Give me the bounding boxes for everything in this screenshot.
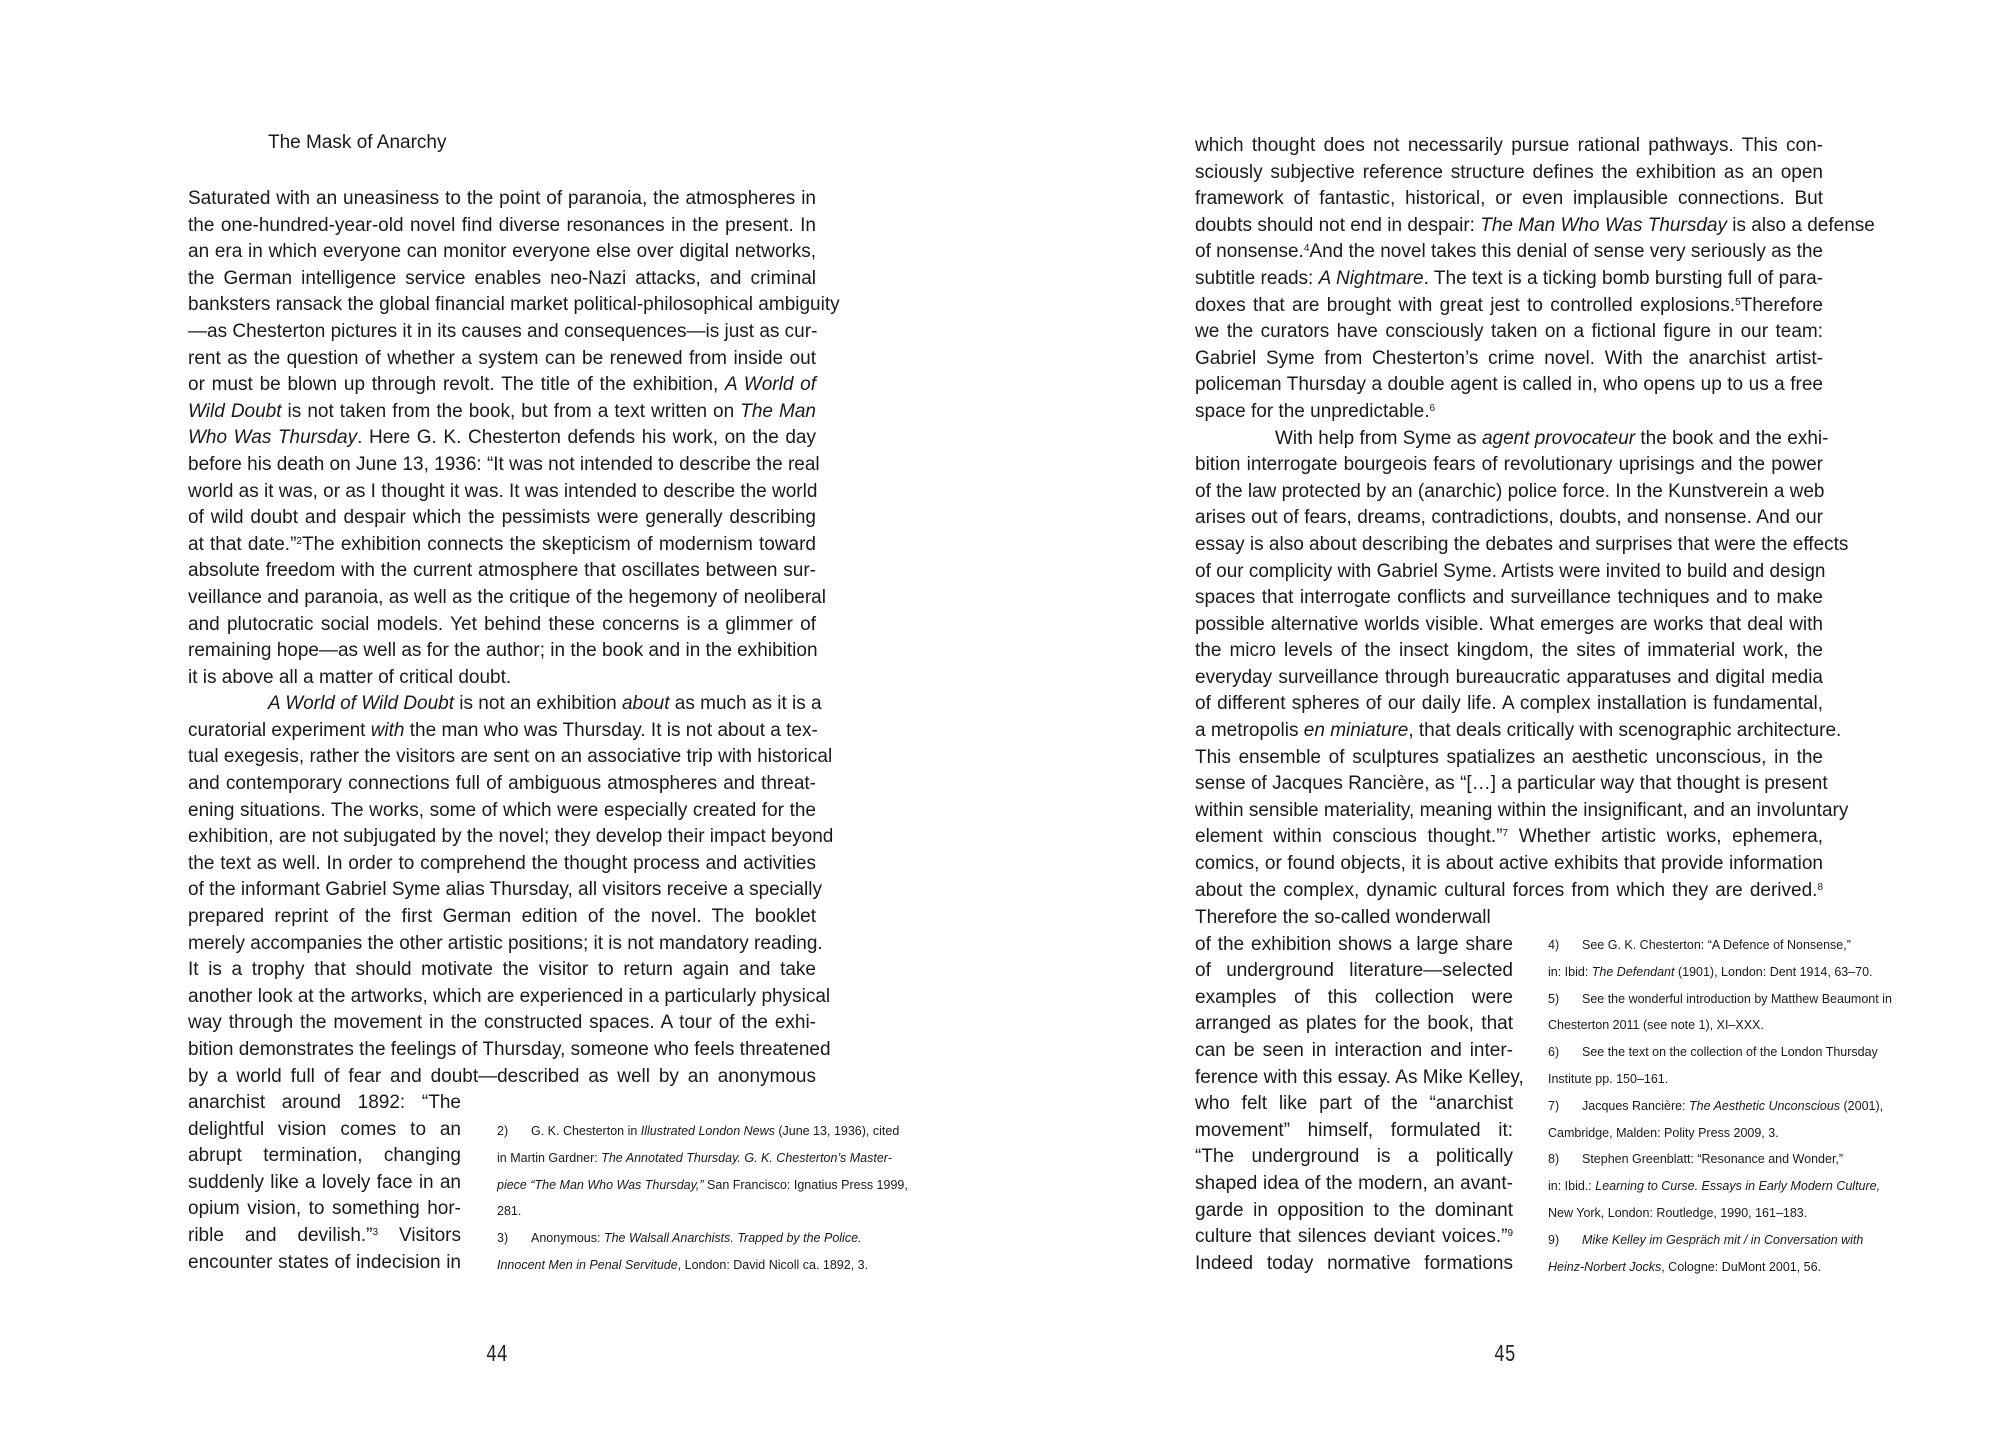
text-run: who felt like part of the “anarchist (1195, 1093, 1513, 1115)
text-line (188, 931, 823, 958)
text-run: Gabriel Syme from Chesterton’s crime novel. With the anarchist artist- (1195, 347, 1823, 369)
text-run: within sensible materiality, meaning within the insignificant, and an involuntary (1195, 799, 1849, 821)
text-run: we the curators have consciously taken on a fictional figure in our team: (1195, 321, 1823, 343)
footnote-line (1548, 1227, 1908, 1254)
text-run: by a world full of fear and doubt—described as well by an anonymous (188, 1065, 816, 1087)
text-run: a metropolis (1195, 720, 1304, 742)
text-run: . Here G. K. Chesterton defends his work, on the day (357, 427, 816, 449)
footnote-line (497, 1118, 917, 1145)
text-run: can be seen in interaction and inter- (1195, 1039, 1513, 1061)
text-line (1195, 1251, 1513, 1278)
text-run: doubts should not end in despair: (1195, 214, 1481, 236)
italic-run: The Defendant (1591, 964, 1675, 979)
text-run: of the law protected by an (anarchic) police force. In the Kunstverein a web (1195, 480, 1825, 502)
italic-run: A Nightmare (1318, 267, 1424, 289)
text-line (1195, 213, 1875, 240)
text-run: essay is also about describing the debates and surprises that were the effects (1195, 533, 1849, 555)
text-line (1195, 1011, 1513, 1038)
text-run: ference with this essay. As Mike Kelley, (1195, 1066, 1524, 1088)
text-line (188, 638, 816, 665)
italic-run: Heinz-Norbert Jocks (1548, 1259, 1662, 1274)
text-line (188, 718, 816, 745)
text-run: arises out of fears, dreams, contradictions, doubts, and nonsense. And our (1195, 507, 1823, 529)
text-run: doxes that are brought with great jest to controlled explosions. (1195, 294, 1736, 316)
italic-run: Learning to Curse. Essays in Early Modern Culture, (1595, 1179, 1881, 1194)
text-line (188, 425, 816, 452)
footnote-line (1548, 1066, 1908, 1093)
text-line (188, 532, 816, 559)
text-run: element within conscious thought.” (1195, 826, 1503, 848)
text-run: sciously subjective reference structure defines the exhibition as an open (1195, 161, 1823, 183)
text-line (1195, 905, 1513, 932)
text-line (188, 585, 826, 612)
text-line (1195, 745, 1823, 772)
text-run: suddenly like a lovely face in an (188, 1171, 461, 1193)
text-line (188, 319, 816, 346)
footnote-number: 6) (1548, 1045, 1560, 1060)
text-line (188, 1143, 461, 1170)
text-line (188, 213, 816, 240)
text-run: G. K. Chesterton in (531, 1124, 641, 1138)
text-line (188, 851, 816, 878)
text-run: sense of Jacques Rancière, as “[…] a particular way that thought is present (1195, 773, 1828, 795)
text-line (1195, 479, 1823, 506)
text-run: the text as well. In order to comprehend the thought process and activities (188, 852, 816, 874)
text-run: is also a defense (1726, 214, 1875, 236)
italic-run: The Walsall Anarchists. Trapped by the Police. (603, 1231, 862, 1246)
text-run: , Cologne: DuMont 2001, 56. (1661, 1259, 1822, 1274)
text-run: rible and devilish.” (188, 1224, 373, 1246)
italic-run: about (621, 693, 670, 715)
footnote-line (1548, 1093, 1908, 1120)
footnote-line (1548, 959, 1908, 986)
text-run: culture that silences deviant voices.” (1195, 1226, 1508, 1248)
text-run: and contemporary connections full of ambiguous atmospheres and threat- (188, 773, 816, 795)
footnote-number: 8) (1548, 1152, 1560, 1167)
text-line (1195, 638, 1823, 665)
text-run: New York, London: Routledge, 1990, 161–183. (1548, 1205, 1808, 1220)
italic-run: The Aesthetic Unconscious (1689, 1098, 1841, 1113)
text-run: of different spheres of our daily life. A complex installation is fundamental, (1195, 693, 1823, 715)
text-run: or must be blown up through revolt. The title of the exhibition, (188, 374, 726, 396)
text-line (1195, 851, 1823, 878)
text-run: the German intelligence service enables neo-Nazi attacks, and criminal (188, 267, 816, 289)
text-line (1195, 505, 1823, 532)
text-line (1195, 985, 1513, 1012)
text-line (188, 744, 833, 771)
footnote-ref: 9 (1507, 1228, 1513, 1240)
text-run: Cambridge, Malden: Polity Press 2009, 3. (1548, 1125, 1779, 1140)
text-line (1195, 559, 1826, 586)
text-line (1195, 1118, 1513, 1145)
text-line (188, 372, 816, 399)
italic-run: A World of Wild Doubt (268, 693, 455, 715)
footnote-number: 7) (1548, 1098, 1560, 1113)
text-run: Indeed today normative formations (1195, 1252, 1513, 1274)
footnotes (497, 1118, 917, 1279)
text-run: , that deals critically with scenographic architecture. (1408, 720, 1842, 742)
text-run: 281. (497, 1204, 522, 1219)
text-run: San Francisco: Ignatius Press 1999, (703, 1177, 908, 1192)
text-run: before his death on June 13, 1936: “It was not intended to describe the real (188, 453, 820, 475)
text-line (1195, 1171, 1513, 1198)
text-line (1195, 399, 1823, 426)
italic-run: The Man (740, 400, 816, 422)
text-run: See G. K. Chesterton: “A Defence of Nonsense,” (1582, 938, 1851, 952)
text-line (188, 1117, 461, 1144)
footnote-line (497, 1225, 917, 1252)
text-line (1195, 1144, 1513, 1171)
text-line (188, 877, 822, 904)
text-run: is not taken from the book, but from a text written on (281, 400, 741, 422)
text-run: The exhibition connects the skepticism of modernism toward (301, 533, 817, 555)
italic-run: Wild Doubt (188, 400, 282, 422)
footnote-number: 4) (1548, 938, 1560, 952)
text-line (188, 957, 816, 984)
footnote-ref: 2 (296, 535, 302, 547)
right-page (1000, 0, 2000, 1437)
italic-run: piece “The Man Who Was Thursday,” (497, 1177, 704, 1192)
footnote-line (1548, 932, 1908, 959)
footnote-line (497, 1252, 917, 1279)
text-line (1195, 878, 1823, 905)
text-line (188, 266, 816, 293)
text-run: the book and the exhi- (1635, 427, 1829, 449)
footnote-ref: 6 (1429, 402, 1436, 414)
footnote-ref: 4 (1303, 243, 1310, 255)
text-run: subtitle reads: (1195, 267, 1319, 289)
footnote-line (1548, 1173, 1908, 1200)
text-run: encounter states of indecision in (188, 1251, 461, 1273)
text-line (188, 399, 816, 426)
footnote-number: 3) (497, 1231, 509, 1246)
text-run: of nonsense. (1195, 241, 1304, 263)
text-run: exhibition, are not subjugated by the novel; they develop their impact beyond (188, 826, 834, 848)
text-run: Therefore (1740, 294, 1823, 316)
text-line (1195, 1224, 1513, 1251)
text-run: of the informant Gabriel Syme alias Thursday, all visitors receive a specially (188, 879, 822, 901)
footnote-line (1548, 1254, 1908, 1281)
text-line (188, 479, 816, 506)
text-run: way through the movement in the constructed spaces. A tour of the exhi- (188, 1012, 816, 1034)
text-run: of the exhibition shows a large share (1195, 933, 1513, 955)
text-run: in: Ibid: (1548, 964, 1592, 979)
page-number: 44 (486, 1342, 508, 1369)
text-run: (2001), (1840, 1098, 1884, 1113)
footnote-line (497, 1172, 917, 1199)
footnote-ref: 3 (372, 1226, 379, 1238)
text-run: another look at the artworks, which are experienced in a particularly physical (188, 985, 831, 1007)
text-line (188, 1196, 461, 1223)
text-run: Therefore the so-called wonderwall (1195, 907, 1491, 928)
text-line (1195, 691, 1823, 718)
text-run: in Martin Gardner: (497, 1150, 602, 1165)
footnote-number: 5) (1548, 991, 1560, 1006)
text-run: arranged as plates for the book, that (1195, 1013, 1513, 1035)
italic-run: The Man Who Was Thursday (1480, 214, 1727, 236)
text-run: prepared reprint of the first German edition of the novel. The booklet (188, 906, 816, 928)
text-line (1195, 1198, 1513, 1225)
italic-run: A World of (725, 374, 816, 396)
footnote-line (1548, 1146, 1908, 1173)
text-line (188, 239, 816, 266)
text-run: bition interrogate bourgeois fears of revolutionary uprisings and the power (1195, 454, 1823, 476)
text-line (188, 186, 816, 213)
text-run: the one-hundred-year-old novel find diverse resonances in the present. In (188, 214, 816, 236)
text-run: —as Chesterton pictures it in its causes and consequences—is just as cur- (188, 320, 818, 342)
text-run: of wild doubt and despair which the pessimists were generally describing (188, 507, 816, 529)
text-run: remaining hope—as well as for the author; in the book and in the exhibition (188, 640, 818, 662)
text-line (1195, 346, 1823, 373)
text-run: tual exegesis, rather the visitors are sent on an associative trip with historical (188, 746, 833, 768)
text-run: as much as it is a (669, 693, 822, 715)
italic-run: Illustrated London News (640, 1124, 775, 1138)
footnote-number: 9) (1548, 1232, 1560, 1247)
footnote-number: 2) (497, 1124, 509, 1138)
running-head: The Mask of Anarchy (268, 132, 447, 153)
text-line (188, 1223, 461, 1250)
text-run: This ensemble of sculptures spatializes an aesthetic unconscious, in the (1195, 746, 1823, 768)
body-text-narrow (1195, 905, 1524, 1277)
footnote-line (1548, 986, 1908, 1013)
text-run: Saturated with an uneasiness to the point of paranoia, the atmospheres in (188, 188, 816, 209)
text-run: It is a trophy that should motivate the visitor to return again and take (188, 959, 816, 981)
text-run: ening situations. The works, some of which were especially created for the (188, 799, 816, 821)
text-line (1195, 266, 1823, 293)
text-line (188, 1170, 461, 1197)
text-run: And the novel takes this denial of sense very seriously as the (1309, 241, 1823, 263)
text-line (1195, 958, 1513, 985)
text-run: comics, or found objects, it is about active exhibits that provide information (1195, 853, 1823, 875)
text-line (1195, 612, 1823, 639)
text-line (188, 558, 816, 585)
text-line (188, 346, 816, 373)
text-run: opium vision, to something hor- (188, 1198, 461, 1220)
text-run: See the wonderful introduction by Matthew Beaumont in (1582, 991, 1892, 1006)
text-line (188, 984, 831, 1011)
text-line (1195, 932, 1513, 959)
text-run: merely accompanies the other artistic positions; it is not mandatory reading. (188, 932, 823, 954)
text-line (1195, 718, 1842, 745)
text-line (188, 505, 816, 532)
text-run: at that date.” (188, 533, 297, 555)
text-run: With help from Syme as (1275, 427, 1482, 449)
footnote-ref: 7 (1502, 828, 1509, 840)
text-run: possible alternative worlds visible. What emerges are works that deal with (1195, 613, 1823, 635)
text-line (188, 1090, 461, 1117)
text-run: banksters ransack the global financial market political-philosophical ambiguity (188, 294, 840, 316)
italic-run: Who Was Thursday (188, 427, 358, 449)
text-run: everyday surveillance through bureaucratic apparatuses and digital media (1195, 666, 1823, 688)
text-line (1195, 293, 1823, 320)
text-line (1195, 1038, 1513, 1065)
text-line (1195, 798, 1849, 825)
text-run: See the text on the collection of the London Thursday (1582, 1045, 1878, 1060)
text-run: space for the unpredictable. (1195, 400, 1430, 422)
text-run: rent as the question of whether a system can be renewed from inside out (188, 347, 816, 369)
text-run: Visitors (378, 1224, 461, 1246)
text-run: the micro levels of the insect kingdom, the sites of immaterial work, the (1195, 640, 1823, 662)
text-line (188, 771, 816, 798)
italic-run: with (370, 719, 405, 741)
text-line (188, 904, 816, 931)
text-run: movement” himself, formulated it: (1195, 1119, 1513, 1141)
footnote-line (1548, 1012, 1908, 1039)
text-run: veillance and paranoia, as well as the critique of the hegemony of neoliberal (188, 586, 826, 608)
text-run: is not an exhibition (454, 693, 622, 715)
text-run: an era in which everyone can monitor everyone else over digital networks, (188, 241, 816, 263)
text-run: garde in opposition to the dominant (1195, 1199, 1513, 1221)
text-line (1195, 372, 1823, 399)
text-line (1195, 426, 1829, 453)
text-line (188, 1010, 816, 1037)
text-run: of underground literature—selected (1195, 960, 1513, 982)
text-line (1195, 665, 1823, 692)
footnotes (1548, 932, 1908, 1280)
text-line (188, 1250, 461, 1277)
text-line (188, 691, 822, 718)
text-run: Whether artistic works, ephemera, (1508, 826, 1824, 848)
text-line (1195, 239, 1823, 266)
text-run: . The text is a ticking bomb bursting full of para- (1423, 267, 1823, 289)
text-line (188, 1037, 831, 1064)
text-line (1195, 133, 1823, 160)
page-number: 45 (1494, 1342, 1516, 1369)
italic-run: Mike Kelley im Gespräch mit / in Conversation with (1582, 1232, 1864, 1247)
footnote-line (497, 1145, 917, 1172)
text-line (188, 1064, 816, 1091)
italic-run: Innocent Men in Penal Servitude (497, 1257, 678, 1272)
text-line (1195, 1065, 1524, 1092)
text-run: (June 13, 1936), cited (774, 1124, 900, 1138)
text-line (1195, 824, 1823, 851)
text-run: which thought does not necessarily pursue rational pathways. This con- (1195, 135, 1823, 156)
text-run: the man who was Thursday. It is not about a tex- (404, 719, 818, 741)
text-run: “The underground is a politically (1195, 1146, 1513, 1168)
text-run: Stephen Greenblatt: “Resonance and Wonder,” (1582, 1152, 1844, 1167)
text-run: , London: David Nicoll ca. 1892, 3. (677, 1257, 869, 1272)
text-line (1195, 1091, 1513, 1118)
text-line (1195, 532, 1849, 559)
footnote-line (1548, 1200, 1908, 1227)
text-run: (1901), London: Dent 1914, 63–70. (1674, 964, 1873, 979)
text-line (1195, 319, 1823, 346)
body-text (1195, 133, 1875, 904)
text-run: it is above all a matter of critical doubt. (188, 666, 512, 688)
text-line (1195, 186, 1823, 213)
italic-run: The Annotated Thursday. G. K. Chesterton’s Master- (601, 1150, 892, 1165)
text-run: examples of this collection were (1195, 986, 1513, 1008)
text-run: world as it was, or as I thought it was. It was intended to describe the world (188, 480, 818, 502)
text-run: curatorial experiment (188, 719, 371, 741)
text-run: abrupt termination, changing (188, 1145, 461, 1167)
text-run: shaped idea of the modern, an avant- (1195, 1172, 1513, 1194)
text-run: absolute freedom with the current atmosphere that oscillates between sur- (188, 560, 816, 582)
italic-run: en miniature (1303, 720, 1409, 742)
text-line (1195, 452, 1823, 479)
footnote-ref: 8 (1817, 881, 1823, 893)
text-run: and plutocratic social models. Yet behind these concerns is a glimmer of (188, 613, 816, 635)
text-run: Chesterton 2011 (see note 1), XI–XXX. (1548, 1018, 1764, 1033)
text-line (188, 612, 816, 639)
text-run: of our complicity with Gabriel Syme. Artists were invited to build and design (1195, 560, 1826, 582)
text-run: Institute pp. 150–161. (1548, 1071, 1669, 1086)
text-run: bition demonstrates the feelings of Thursday, someone who feels threatened (188, 1039, 831, 1060)
text-line (188, 292, 840, 319)
footnote-ref: 5 (1735, 296, 1741, 308)
italic-run: agent provocateur (1481, 427, 1636, 449)
footnote-line (497, 1198, 917, 1225)
text-run: spaces that interrogate conflicts and surveillance techniques and to make (1195, 587, 1823, 609)
text-run: about the complex, dynamic cultural forces from which they are derived. (1195, 879, 1818, 901)
text-run: delightful vision comes to an (188, 1118, 461, 1140)
text-run: Jacques Rancière: (1582, 1098, 1690, 1113)
text-line (188, 798, 816, 825)
text-line (1195, 160, 1823, 187)
text-line (1195, 585, 1823, 612)
text-run: Anonymous: (531, 1231, 604, 1246)
text-line (1195, 771, 1828, 798)
footnote-line (1548, 1120, 1908, 1147)
text-run: in: Ibid.: (1548, 1179, 1596, 1194)
text-line (188, 452, 820, 479)
text-run: anarchist around 1892: “The (188, 1092, 461, 1113)
footnote-line (1548, 1039, 1908, 1066)
text-line (188, 824, 834, 851)
text-line (188, 665, 816, 692)
body-text (188, 186, 840, 1090)
body-text-narrow (188, 1090, 461, 1276)
text-run: policeman Thursday a double agent is called in, who opens up to us a free (1195, 374, 1823, 396)
text-run: framework of fantastic, historical, or even implausible connections. But (1195, 188, 1823, 210)
